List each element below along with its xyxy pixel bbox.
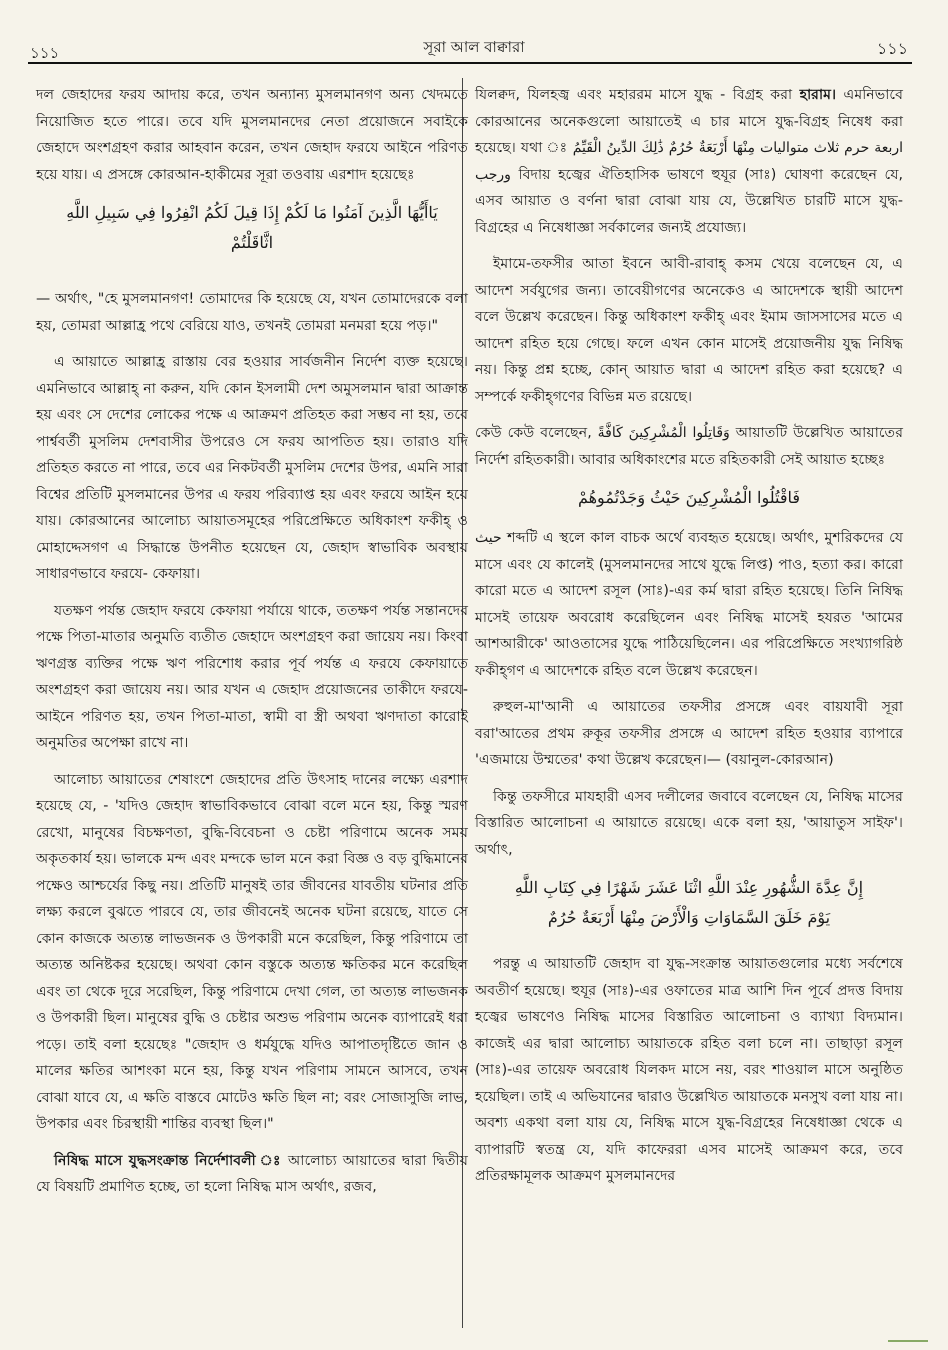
- paragraph: এ আয়াতে আল্লাহ্র রাস্তায় বের হওয়ার সার্বজনীন নির্দেশ ব্যক্ত হয়েছে। এমনিভাবে আল্লাহ্ না করুন, যদি কোন ইসলামী দেশ অমুসলমান দ্বারা আক্রান্ত হয় এবং সে দেশের লোকের পক্ষে এ আক্রমণ প্রতিহত করা সম্ভব না হয়, তবে পার্শ্ববর্তী মুসলিম দেশবাসীর উপরেও সে ফরয আপতিত হয়। তারাও যদি প্রতিহত করতে না পারে, তবে এর নিকটবর্তী মুসলিম দেশের উপর, এমনি সারা বিশ্বের প্রতিটি মুসলমানের উপর এ ফরয পরিব্যাপ্ত হয় এবং ফরযে আইন হয়ে যায়। কোরআনের আলোচ্য আয়াতসমূহের পরিপ্রেক্ষিতে অধিকাংশ ফকীহ্ ও মোহাদ্দেসগণ এ সিদ্ধান্তে উপনীত হয়েছেন যে, জেহাদ স্বাভাবিক অবস্থায় সাধারণভাবে ফরযে- কেফায়া।: [36, 354, 468, 582]
- running-title: সূরা আল বাক্বারা: [423, 38, 525, 56]
- arabic-inline: اربعة حرم ثلاث متواليات ورجب: [475, 140, 903, 183]
- arabic-line: إِنَّ عِدَّةَ الشُّهُورِ عِنْدَ اللَّهِ اثْنَا عَشَرَ شَهْرًا فِي كِتَابِ اللَّهِ: [514, 878, 864, 897]
- arabic-verse: [36, 198, 468, 258]
- paragraph: [475, 420, 903, 473]
- page-number-left: ১১১: [30, 44, 60, 62]
- paragraph-text: এমনিভাবে কোরআনের অনেকগুলো আয়াতেই এ চার মাসে যুদ্ধ-বিগ্রহ নিষেধ করা হয়েছে। যথা ঃ: [475, 87, 904, 156]
- translation-paragraph: — অর্থাৎ, "হে মুসলমানগণ! তোমাদের কি হয়েছে যে, যখন তোমাদেরকে বলা হয়, তোমরা আল্লাহ্র পথে বেরিয়ে যাও, তখনই তোমরা মনমরা হয়ে পড়।": [36, 291, 468, 334]
- page-header: [0, 28, 948, 62]
- paragraph-text: শব্দটি এ স্থলে কাল বাচক অর্থে ব্যবহৃত হয়েছে। অর্থাৎ, মুশরিকদের যে মাসে এবং যে কালেই (মুসলমানদের সাথে যুদ্ধে লিপ্ত) পাও, হত্যা কর। কারো কারো মতে এ আদেশ রসূল (সাঃ)-এর কর্ম দ্বারা রহিত হয়েছে। তিনি নিষিদ্ধ মাসেই তায়েফ অবরোধ করেছিলেন এবং নিষিদ্ধ মাসেই হযরত 'আমের আশআরীকে' আওতাসের যুদ্ধে পাঠিয়েছিলেন। এর পরিপ্রেক্ষিতে সংখ্যাগরিষ্ঠ ফকীহ্গণ এ আদেশকে রহিত বলে উল্লেখ করেছেন।: [475, 530, 903, 679]
- left-column: [36, 82, 468, 1211]
- arabic-inline: حيث: [475, 530, 502, 546]
- header-rule: [28, 62, 912, 64]
- paragraph-text: যিলক্বদ, যিলহজ্ব এবং মহাররম মাসে যুদ্ধ - বিগ্রহ করা: [475, 87, 793, 103]
- arabic-line: يَاأَيُّهَا الَّذِينَ آمَنُوا مَا لَكُمْ إِذَا قِيلَ لَكُمُ انْفِرُوا فِي سَبِيلِ اللَّهِ: [66, 203, 438, 222]
- footer-ornament: [888, 1334, 928, 1342]
- section-heading: নিষিদ্ধ মাসে যুদ্ধসংক্রান্ত নির্দেশাবলী ঃ: [54, 1152, 283, 1169]
- arabic-inline: وَقَاتِلُوا الْمُشْرِكِينَ كَافَّةً: [597, 425, 730, 441]
- paragraph: পরন্তু এ আয়াতটি জেহাদ বা যুদ্ধ-সংক্রান্ত আয়াতগুলোর মধ্যে সর্বশেষে অবতীর্ণ হয়েছে। হুযূর (সাঃ)-এর ওফাতের মাত্র আশি দিন পূর্বে প্রদত্ত বিদায় হজ্বের ভাষণেও নিষিদ্ধ মাসের বিস্তারিত আলোচনা ও ব্যাখ্যা বিদ্যমান। কাজেই এর দ্বারা আলোচ্য আয়াতকে রহিত বলা চলে না। তাছাড়া রসূল (সাঃ)-এর তায়েফ অবরোধ যিলকদ মাসে নয়, বরং শাওয়াল মাসে অনুষ্ঠিত হয়েছিল। তাই এ অভিযানের দ্বারাও উল্লেখিত আয়াতকে মনসুখ বলা যায় না। অবশ্য একথা বলা যায় যে, নিষিদ্ধ মাসে যুদ্ধ-বিগ্রহের নিষেধাজ্ঞা থেকে এ ব্যাপারটি স্বতন্ত্র যে, যদি কাফেররা এসব মাসেই আক্রমণ করে, তবে প্রতিরক্ষামূলক আক্রমণ মুসলমানদের: [475, 956, 903, 1184]
- paragraph: দল জেহাদের ফরয আদায় করে, তখন অন্যান্য মুসলমানগণ অন্য খেদমতে নিয়োজিত হতে পারে। তবে যদি মুসলমানদের নেতা প্রয়োজনে সবাইকে জেহাদে অংশগ্রহণ করার আহবান করেন, তখন জেহাদ ফরযে আইনে পরিণত হয়ে যায়। এ প্রসঙ্গে কোরআন-হাকীমের সূরা তওবায় এরশাদ হয়েছেঃ: [36, 87, 468, 183]
- page-number-right: ১১১: [876, 39, 908, 58]
- paragraph: [475, 82, 903, 241]
- right-column: [475, 82, 903, 1200]
- paragraph-text: বিদায় হজ্বের ঐতিহাসিক ভাষণে হুযূর (সাঃ) ঘোষণা করেছেন যে, এসব আয়াত ও বর্ণনা দ্বারা বোঝা যায় যে, উল্লেখিত চারটি মাসে যুদ্ধ-বিগ্রহের এ নিষেধাজ্ঞা সর্বকালের জন্যই প্রযোজ্য।: [475, 166, 903, 236]
- paragraph: [36, 1148, 468, 1201]
- paragraph-text: কেউ কেউ বলেছেন,: [475, 425, 592, 441]
- emphasis-text: হারাম।: [799, 87, 837, 103]
- arabic-line: اثَّاقَلْتُمْ: [230, 233, 274, 252]
- paragraph: ইমামে-তফসীর আতা ইবনে আবী-রাবাহ্ কসম খেয়ে বলেছেন যে, এ আদেশ সর্বযুগের জন্য। তাবেয়ীগণের অনেকেও এ আদেশকে স্থায়ী আদেশ বলে উল্লেখ করেছেন। কিন্তু অধিকাংশ ফকীহ্ এবং ইমাম জাসসাসের মতে এ আদেশ রহিত হয়ে গেছে। ফলে এখন কোন মাসেই প্রয়োজনীয় যুদ্ধ নিষিদ্ধ নয়। কিন্তু প্রশ্ন হচ্ছে, কোন্ আয়াত দ্বারা এ আদেশ রহিত করা হয়েছে? এ সম্পর্কে ফকীহ্গণের বিভিন্ন মত রয়েছে।: [475, 256, 903, 405]
- arabic-inline: مِنْهَا أَرْبَعَةٌ حُرُمٌ ذَٰلِكَ الدِّينُ الْقَيِّمُ: [572, 140, 755, 156]
- paragraph: কিন্তু তফসীরে মাযহারী এসব দলীলের জবাবে বলেছেন যে, নিষিদ্ধ মাসের বিস্তারিত আলোচনা এ আয়াতে রয়েছে। একে বলা হয়, 'আয়াতুস সাইফ'। অর্থাৎ,: [475, 788, 903, 858]
- paragraph: যতক্ষণ পর্যন্ত জেহাদ ফরযে কেফায়া পর্যায়ে থাকে, ততক্ষণ পর্যন্ত সন্তানদের পক্ষে পিতা-মাতার অনুমতি ব্যতীত জেহাদে অংশগ্রহণ করা জায়েয নয়। কিংবা ঋণগ্রস্ত ব্যক্তির পক্ষে ঋণ পরিশোধ করার পূর্ব পর্যন্ত এ ফরযে কেফায়াতে অংশগ্রহণ করা জায়েয নয়। আর যখন এ জেহাদ প্রয়োজনের তাকীদে ফরযে-আইনে পরিণত হয়, তখন পিতা-মাতা, স্বামী বা স্ত্রী অথবা ঋণদাতা কারোই অনুমতির অপেক্ষা রাখে না।: [36, 602, 468, 751]
- paragraph-text: আলোচ্য আয়াতের দ্বারা দ্বিতীয় যে বিষয়টি প্রমাণিত হচ্ছে, তা হলো নিষিদ্ধ মাস অর্থাৎ, রজব,: [36, 1152, 468, 1195]
- arabic-verse: فَاقْتُلُوا الْمُشْرِكِينَ حَيْثُ وَجَدْتُمُوهُمْ: [577, 488, 801, 507]
- arabic-verse: [475, 873, 903, 933]
- paragraph: [475, 525, 903, 684]
- arabic-line: يَوْمَ خَلَقَ السَّمَاوَاتِ وَالْأَرْضَ مِنْهَا أَرْبَعَةٌ حُرُمٌ: [547, 908, 831, 927]
- paragraph: রুহুল-মা'আনী এ আয়াতের তফসীর প্রসঙ্গে এবং বায়যাবী সূরা বরা'আতের প্রথম রুকূর তফসীর প্রসঙ্গে এ আদেশ রহিত হওয়ার ব্যাপারে 'এজমায়ে উম্মতের' কথা উল্লেখ করেছেন।— (বয়ানুল-কোরআন): [475, 699, 903, 768]
- paragraph: আলোচ্য আয়াতের শেষাংশে জেহাদের প্রতি উৎসাহ দানের লক্ষ্যে এরশাদ হয়েছে যে, - 'যদিও জেহাদ স্বাভাবিকভাবে বোঝা বলে মনে হয়, কিন্তু স্মরণ রেখো, মানুষের বিচক্ষণতা, বুদ্ধি-বিবেচনা ও চেষ্টা পরিণামে অনেক সময় অকৃতকার্য হয়। ভালকে মন্দ এবং মন্দকে ভাল মনে করা বিজ্ঞ ও বড় বুদ্ধিমানের পক্ষেও আশ্চর্যের কিছু নয়। প্রতিটি মানুষই তার জীবনের যাবতীয় ঘটনার প্রতি লক্ষ্য করলে বুঝতে পারবে যে, তার জীবনেই অনেক ঘটনা রয়েছে, যাতে সে কোন কাজকে অত্যন্ত লাভজনক ও উপকারী মনে করেছিল, কিন্তু পরিণামে তা অত্যন্ত অনিষ্টকর হয়েছে। অথবা কোন বস্তুকে অত্যন্ত ক্ষতিকর মনে করেছিল এবং তা থেকে দূরে সরেছিল, কিন্তু পরিণামে দেখা গেল, তা অত্যন্ত লাভজনক ও উপকারী ছিল। মানুষের বুদ্ধি ও চেষ্টার অশুভ পরিণাম অনেক ব্যাপারেই ধরা পড়ে। তাই বলা হয়েছেঃ "জেহাদ ও ধর্মযুদ্ধে যদিও আপাতদৃষ্টিতে জান ও মালের ক্ষতির আশংকা মনে হয়, কিন্তু যখন পরিণাম সামনে আসবে, তখন বোঝা যাবে যে, এ ক্ষতি বাস্তবে মোটেও ক্ষতি ছিল না; বরং সোজাসুজি লাভ, উপকার এবং চিরস্থায়ী শান্তির ব্যবস্থা ছিল।": [36, 771, 468, 1132]
- paragraph-text: আয়াতটি উল্লেখিত আয়াতের নির্দেশ রহিতকারী। আবার অধিকাংশের মতে রহিতকারী সেই আয়াত হচ্ছেঃ: [475, 425, 904, 468]
